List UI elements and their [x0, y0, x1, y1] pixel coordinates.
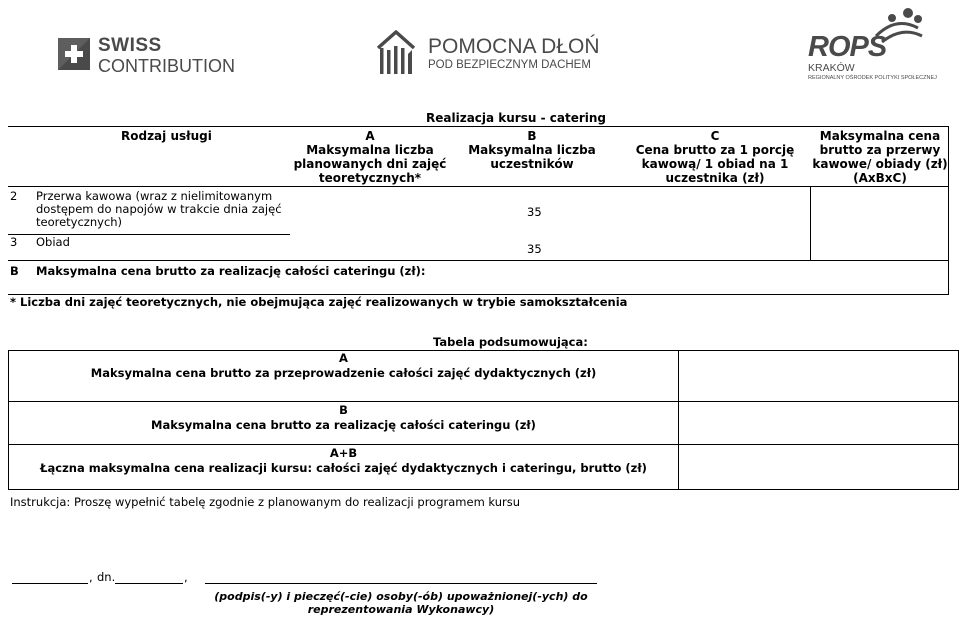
- summary-line-right: [958, 350, 959, 490]
- place-comma: ,: [89, 570, 93, 584]
- row-label: Obiad: [36, 235, 70, 249]
- col-total-line4: (AxBxC): [853, 171, 907, 185]
- col-a-line2: planowanych dni zajęć: [293, 157, 447, 171]
- signature-line: [205, 583, 597, 584]
- swiss-cross-icon: [58, 38, 90, 70]
- rops-logo-line3: REGIONALNY OŚRODEK POLITYKI SPOŁECZNEJ: [808, 75, 937, 81]
- summary-row-label: Maksymalna cena brutto za realizację całości cateringu (zł): [151, 418, 536, 432]
- col-c-line3: uczestnika (zł): [665, 171, 765, 185]
- summary-row-letter: A: [339, 351, 348, 365]
- table-line-header-top: [8, 126, 949, 127]
- row-number: 3: [10, 235, 18, 249]
- pomocna-logo-line1: POMOCNA DŁOŃ: [428, 35, 600, 58]
- summary-line-1: [8, 401, 959, 402]
- footer-label: Maksymalna cena brutto za realizację całości cateringu (zł):: [36, 264, 426, 278]
- swiss-logo-line2: CONTRIBUTION: [98, 56, 235, 76]
- col-b-letter: B: [527, 129, 537, 143]
- date-line: [115, 583, 183, 584]
- signature-caption: [205, 590, 597, 616]
- summary-row-letter: B: [339, 403, 348, 417]
- col-a-header: [290, 129, 450, 185]
- col-total-line1: Maksymalna cena: [819, 129, 941, 143]
- col-a-line3: teoretycznych*: [318, 171, 422, 185]
- summary-line-top: [8, 350, 959, 351]
- table-line-right-edge: [948, 126, 949, 295]
- row-number: 2: [10, 189, 18, 203]
- date-suffix: ,: [184, 570, 188, 584]
- table-line-col-total: [810, 186, 811, 261]
- summary-line-bottom: [8, 489, 959, 490]
- col-total-line3: kawowe/ obiady (zł): [812, 157, 948, 171]
- footer-letter: B: [10, 264, 19, 278]
- summary-row-label: Maksymalna cena brutto za przeprowadzenie całości zajęć dydaktycznych (zł): [90, 366, 597, 380]
- footnote: * Liczba dni zajęć teoretycznych, nie obejmująca zajęć realizowanych w trybie samokształcenia: [10, 295, 628, 309]
- col-total-header: [812, 129, 948, 185]
- table-group-title: Realizacja kursu - catering: [426, 111, 606, 125]
- pomocna-logo-line2: POD BEZPIECZNYM DACHEM: [428, 59, 591, 71]
- col-c-header: [620, 129, 810, 185]
- pomocna-logo-text: [428, 36, 600, 72]
- col-total-line2: brutto za przerwy: [819, 143, 941, 157]
- house-hand-icon: [376, 28, 416, 80]
- rops-logo-line1: ROPS: [808, 31, 887, 63]
- col-b-line1: Maksymalna liczba: [468, 143, 596, 157]
- summary-row: [9, 352, 678, 380]
- row-label-line1: Przerwa kawowa (wraz z nielimitowanym: [36, 189, 273, 203]
- signature-caption-line2: reprezentowania Wykonawcy): [307, 603, 495, 616]
- summary-row-label: Łączna maksymalna cena realizacji kursu: całości zajęć dydaktycznych i cateringu, brutto (zł): [40, 461, 647, 475]
- rops-logo-text: [808, 32, 937, 82]
- col-b-line2: uczestników: [490, 157, 574, 171]
- summary-row: [9, 404, 678, 432]
- summary-row: [9, 447, 678, 475]
- col-c-line1: Cena brutto za 1 porcję: [635, 143, 795, 157]
- col-a-line1: Maksymalna liczba: [306, 143, 434, 157]
- col-a-letter: A: [365, 129, 375, 143]
- row-label-line3: teoretycznych): [36, 215, 123, 229]
- rops-logo-line2: KRAKÓW: [808, 62, 855, 74]
- row-label: [36, 190, 282, 229]
- row-b-value: 35: [527, 205, 542, 219]
- instruction-text: Instrukcja: Proszę wypełnić tabelę zgodnie z planowanym do realizacji programem kursu: [10, 495, 521, 509]
- row-b-value: 35: [527, 242, 542, 256]
- service-header: Rodzaj usługi: [121, 129, 212, 143]
- swiss-logo-text: [98, 36, 235, 76]
- place-line: [12, 583, 88, 584]
- col-c-letter: C: [710, 129, 720, 143]
- col-b-header: [452, 129, 612, 171]
- signature-caption-line1: (podpis(-y) i pieczęć(-cie) osoby(-ób) upoważnionej(-ych) do: [214, 590, 588, 603]
- table-line-rows-bottom: [8, 260, 949, 261]
- swiss-logo-line1: SWISS: [98, 35, 162, 56]
- summary-row-letter: A+B: [329, 446, 358, 460]
- col-c-line2: kawową/ 1 obiad na 1: [641, 157, 789, 171]
- row-label-line2: dostępem do napojów w trakcie dnia zajęć: [36, 202, 282, 216]
- summary-title: Tabela podsumowująca:: [433, 335, 588, 349]
- summary-line-2: [8, 444, 959, 445]
- table-line-header-bottom: [8, 186, 949, 187]
- summary-line-mid: [678, 350, 679, 490]
- date-prefix: dn.: [97, 570, 116, 584]
